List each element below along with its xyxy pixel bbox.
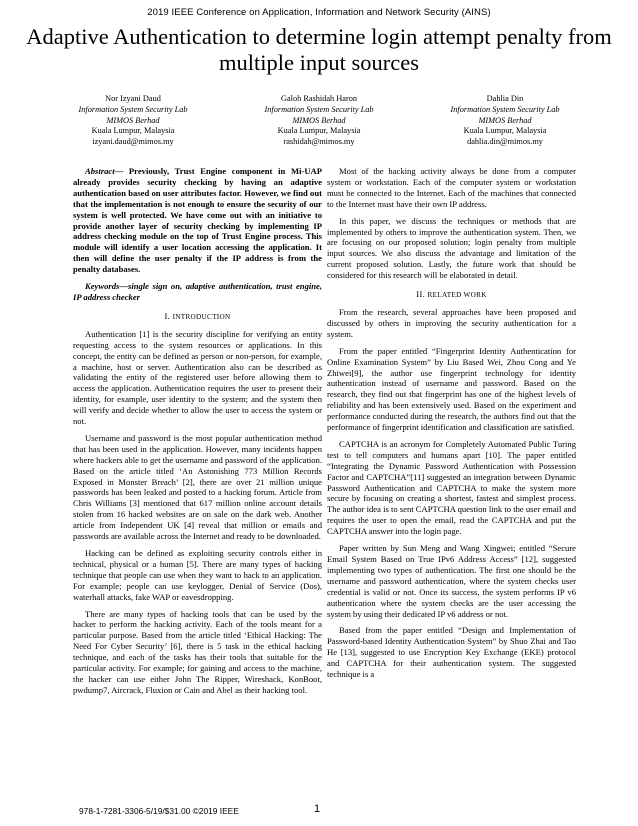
paragraph: Most of the hacking activity always be done from a computer system or workstation. Each of the computer system or workstation must be connected to the Internet. Each of the machines that connected to the Internet must have their own IP address.	[327, 166, 576, 209]
paragraph: There are many types of hacking tools that can be used by the hacker to perform the hacking activity. Each of the tools meant for a particular purpose. Based from the article titled ‘Ethical Hacking: The Need For Cyber Security’ [6], there is 5 task in the ethical hacking technique, and each of the tasks has their tools that suitable for the particular activity. For example; for gaining and access to the machine, the hacker can use either John The Ripper, Wireshack, KonBoot, pwdump7, Aircrack, Fluxion or Cain and Abel as their hacking tool.	[73, 608, 322, 695]
paragraph: Hacking can be defined as exploiting security controls either in technical, physical or a human [5]. There are many types of hacking technique that people can use when they want to hack to an application. For example; people can use keylogger, Denial of Service (Dos), waterhall attacks, fake WAP or eavesdropping.	[73, 548, 322, 602]
right-column	[327, 166, 576, 686]
author-email: rashidah@mimos.my	[283, 137, 355, 147]
paragraph: From the research, several approaches have been proposed and discussed by others in improving the security authentication for a system.	[327, 306, 576, 339]
left-column	[73, 166, 322, 702]
paragraph: Based from the paper entitled “Design and Implementation of Password-based Identity Authentication System” by Shuo Zhai and Tao He [13], suggested to use Encryption Key Exchange (EKE) protocol and CAPTCHA for their authentication system. The suggested technique is a	[327, 625, 576, 680]
section-number: I.	[164, 310, 171, 321]
author-location: Kuala Lumpur, Malaysia	[91, 126, 175, 136]
author-name: Dahlia Din	[486, 94, 524, 103]
section-heading-introduction	[73, 311, 322, 323]
paragraph: CAPTCHA is an acronym for Completely Automated Public Turing test to tell computers and humans apart [10]. The paper entitled “Integrating the Dynamic Password Authentication with Possession Factor and CAPTCHA”[11] suggested an integration between Dynamic Password Authentication and CAPTCHA to make the system more secure by focusing on creating a shortest, fastest and simplest process. The author idea is to sent CAPTCHA question link to the user email and requires the user to open the email, read the CAPTCHA and put the CAPTCHA answer into the login page.	[327, 438, 576, 537]
paragraph: In this paper, we discuss the techniques or methods that are implemented by others to improve the authentication system. Then, we are focusing on our proposed solution; login penalty from multiple input sources. We also discuss the advantage and limitation of the current proposed solution. Lastly, the future work that should be considered for this research will be elaborated in detail.	[327, 215, 576, 281]
author-location: Kuala Lumpur, Malaysia	[463, 126, 547, 136]
abstract	[73, 166, 322, 275]
abstract-lead: Abstract—	[85, 166, 124, 176]
section-heading-related-work	[327, 289, 576, 301]
abstract-text: Previously, Trust Engine component in Mi-UAP already provides security checking by having an adaptive authentication based on user attributes factor. However, we find out that the implementation is not enough to ensure the security of our system is well protected. We have come out with an initiative to provide another layer of security checking by implementing IP address checking module on the top of Trust Engine process. This module will identify a user location accessing the application. It then will define the user penalty if the IP address is from the penalty databases.	[73, 166, 322, 275]
author-lab: Information System Security Lab	[450, 104, 560, 114]
section-title: RELATED WORK	[427, 291, 487, 300]
paragraph: Username and password is the most popular authentication method that has been used in the application. However, many incidents happen where hackers able to get the username and password of the application. Based on the article titled ‘An Astonishing 773 Million Records Exposed in Monster Breach’ [2], there are over 21 million unique passwords has been leaked and posted to a hacking forum. Article from Chris Williams [3] mentioned that 617 million online account details stolen from 16 hacked websites are on sale on the dark web. Another article from Independent UK [4] reveal that million or emails and passwords are available across the Internet and ready to be downloaded.	[73, 432, 322, 542]
section-number: II.	[416, 289, 426, 300]
paragraph: Paper written by Sun Meng and Wang Xingwei; entitled “Secure Email System Based on True IPv6 Address Access” [12], suggested implementing two types of authentication. The first one should be the username and password authentication, where the system checks user credential is valid or not. Once its success, the system performs IP v6 authentication where the system checks are the user accessing the system by using their dedicated IP v6 address or not.	[327, 543, 576, 619]
paragraph: Authentication [1] is the security discipline for verifying an entity requesting access to the system resources or applications. In this concept, the entity can be defined as person or non-person, for example, a machine, host or server. Authentication also can be described as validating the entity of the registered user before allowing them to access the application. Authentication requires the user to present their identity, for example, user identity to the system; and the system then will verify and decide whether to allow the user to access the system or not.	[73, 328, 322, 427]
author-3	[412, 94, 598, 148]
author-org: MIMOS Berhad	[292, 115, 346, 125]
author-email: izyani.daud@mimos.my	[92, 137, 174, 147]
author-name: Nor Izyani Daud	[105, 94, 161, 103]
author-name: Galoh Rashidah Haron	[280, 94, 358, 103]
author-email: dahlia.din@mimos.my	[467, 137, 543, 147]
author-org: MIMOS Berhad	[478, 115, 532, 125]
author-block	[40, 94, 598, 148]
paragraph: From the paper entitled “Fingerprint Identity Authentication for Online Examination System” by Liu Based Wei, Zhou Cong and Ye Zhiwei[9], the author use fingerprint technology for identity authentication instead of username and password. Based on the research, they find out that fingerprint has one of the highest levels of reliability and has been extensively used. Based on the experiment and performance conducted during the research, the authors find out that the performance of fingerprint identification and classification are satisfied.	[327, 345, 576, 433]
conference-header: 2019 IEEE Conference on Application, Information and Network Security (AINS)	[147, 7, 491, 18]
author-2	[226, 94, 412, 148]
author-1	[40, 94, 226, 148]
author-location: Kuala Lumpur, Malaysia	[277, 126, 361, 136]
paper-title: Adaptive Authentication to determine login attempt penalty from multiple input sources	[26, 24, 612, 75]
author-org: MIMOS Berhad	[106, 115, 160, 125]
author-lab: Information System Security Lab	[264, 104, 374, 114]
page-number: 1	[314, 803, 321, 815]
footer-isbn: 978-1-7281-3306-5/19/$31.00 ©2019 IEEE	[79, 806, 239, 816]
section-title: INTRODUCTION	[172, 312, 231, 321]
author-lab: Information System Security Lab	[78, 104, 188, 114]
keywords: Keywords—single sign on, adaptive authentication, trust engine, IP address checker	[73, 281, 322, 302]
